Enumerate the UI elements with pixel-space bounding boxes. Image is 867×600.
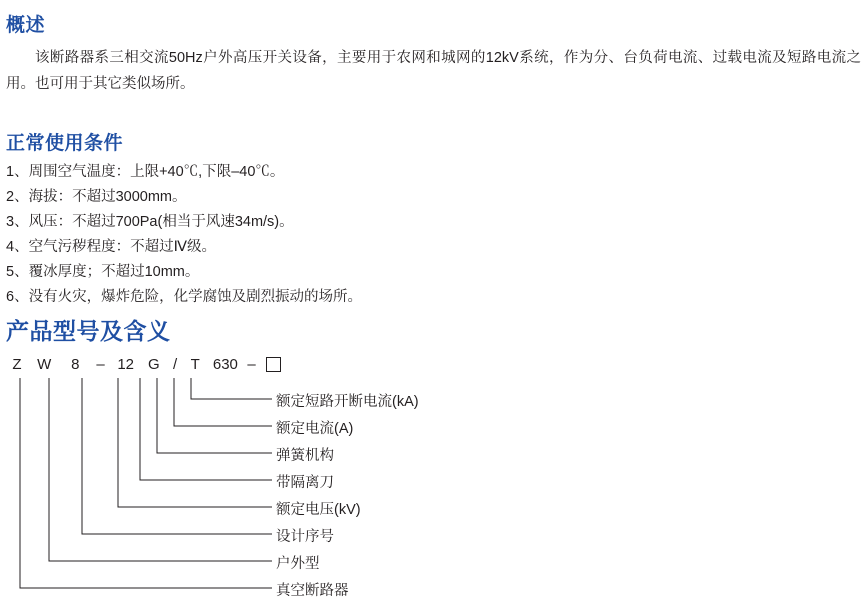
- list-item: 4、空气污秽程度：不超过Ⅳ级。: [6, 239, 216, 255]
- code-char-w: W: [37, 356, 52, 373]
- leader-lines: [0, 350, 867, 597]
- section-title-overview: 概述: [6, 15, 46, 36]
- section-title-conditions: 正常使用条件: [6, 133, 124, 154]
- code-char-dash1: –: [96, 356, 105, 373]
- list-item: 2、海拔：不超过3000mm。: [6, 189, 187, 205]
- model-label-rated-voltage: 额定电压(kV): [276, 502, 361, 518]
- model-label-breaking-current: 额定短路开断电流(kA): [276, 394, 419, 410]
- list-item: 1、周围空气温度：上限+40℃,下限–40℃。: [6, 164, 285, 180]
- code-char-g: G: [148, 356, 160, 373]
- code-char-8: 8: [71, 356, 80, 373]
- code-char-630: 630: [212, 356, 238, 373]
- list-item: 3、风压：不超过700Pa(相当于风速34m/s)。: [6, 214, 294, 230]
- conditions-list: [6, 160, 606, 310]
- code-char-z: Z: [12, 356, 22, 373]
- code-char-12: 12: [117, 356, 135, 373]
- list-item: 6、没有火灾，爆炸危险，化学腐蚀及剧烈振动的场所。: [6, 289, 363, 305]
- code-char-slash: /: [172, 356, 178, 373]
- code-char-t: T: [190, 356, 200, 373]
- model-label-design-serial: 设计序号: [276, 529, 334, 545]
- code-char-dash2: –: [247, 356, 256, 373]
- model-label-spring-mechanism: 弹簧机构: [276, 448, 334, 464]
- model-label-rated-current: 额定电流(A): [276, 421, 354, 437]
- overview-paragraph: 该断路器系三相交流50Hz户外高压开关设备，主要用于农网和城网的12kV系统，作为分、台负荷电流、过载电流及短路电流之用。也可用于其它类似场所。: [6, 50, 861, 92]
- model-label-outdoor-type: 户外型: [276, 556, 320, 572]
- list-item: 5、覆冰厚度；不超过10mm。: [6, 264, 200, 280]
- model-code-diagram: [0, 350, 867, 597]
- model-label-vacuum-breaker: 真空断路器: [276, 583, 349, 599]
- section-title-model: 产品型号及含义: [6, 318, 171, 344]
- model-label-isolating-knife: 带隔离刀: [276, 475, 334, 491]
